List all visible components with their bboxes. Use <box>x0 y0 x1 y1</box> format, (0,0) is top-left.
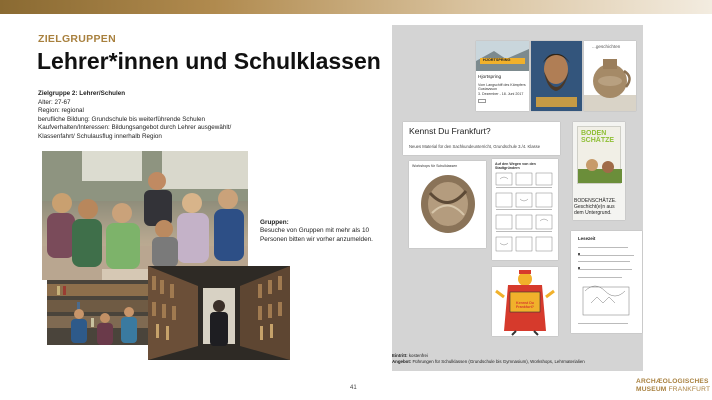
workshops-page <box>409 161 486 248</box>
target-group-profile <box>38 90 288 142</box>
library-photo <box>47 280 148 345</box>
kennst-badge-line: Kennst Du <box>516 301 534 305</box>
groups-text: Besuche von Gruppen mit mehr als 10 Personen bitten wir vorher anzumelden. <box>260 227 373 243</box>
flyer-button-icon <box>478 99 486 103</box>
profile-heading: Zielgruppe 2: Lehrer/Schulen <box>38 90 126 97</box>
eintritt-value: kostenfrei <box>408 353 428 358</box>
badge-line: BODEN <box>581 130 607 137</box>
groups-note <box>260 219 385 244</box>
offer-info <box>392 353 585 365</box>
angebot-value: Führungen für Schulklassen (Grundschule bis Gymnasium), Workshops, Lehrmaterialien <box>412 359 585 364</box>
section-kicker: ZIELGRUPPEN <box>38 33 116 45</box>
geschichten-label: ...geschichten <box>592 44 621 49</box>
logo-line1: ARCHÆOLOGISCHES <box>636 378 709 385</box>
hjortspring-flyer <box>476 41 529 111</box>
eintritt-label: Eintritt: <box>392 353 408 358</box>
exhibition-poster <box>531 41 582 111</box>
kennst-badge-text <box>509 301 541 309</box>
page-number: 41 <box>350 385 357 391</box>
jug-flyer <box>584 41 636 111</box>
lesezeit-sheet <box>571 231 642 333</box>
kennst-subtitle: Neues Material für den Sachkundeunterricht, Grundschule 3./4. Klasse <box>409 144 541 149</box>
profile-line: berufliche Bildung: Grundschule bis weiterführende Schulen <box>38 115 205 123</box>
worksheet-title: Auf den Wegen von den Stadtgründern <box>495 162 536 171</box>
bodenschaetze-card <box>573 122 625 220</box>
profile-line: Region: regional <box>38 107 84 115</box>
bodenschaetze-caption: BODENSCHÄTZE. Geschicht(e)n aus dem Untergrund. <box>574 198 617 216</box>
hjortspring-badge: HJORTSPRING <box>483 58 511 62</box>
worksheet-page <box>492 159 558 260</box>
bodenschaetze-cover <box>577 126 621 184</box>
classroom-photo <box>42 151 248 280</box>
lesezeit-title: Lesezeit <box>578 236 596 241</box>
badge-line: SCHÄTZE <box>581 137 615 144</box>
profile-line: Kaufverhalten/Interessen: Bildungsangebot durch Lehrer ausgewählt/ <box>38 124 232 132</box>
page-title: Lehrer*innen und Schulklassen <box>37 48 381 74</box>
groups-heading: Gruppen: <box>260 219 289 226</box>
logo-line2 <box>636 386 710 394</box>
logo-frankfurt: FRANKFURT <box>668 385 711 393</box>
angebot-label: Angebot: <box>392 359 412 364</box>
angebot-line <box>392 359 585 365</box>
museum-logo <box>636 378 710 394</box>
kennst-du-frankfurt-card <box>403 122 560 155</box>
library-aisle-photo <box>148 266 290 360</box>
profile-line: Klassenfahrt/ Schulausflug innerhalb Region <box>38 132 162 140</box>
hjortspring-title: Hjortspring <box>478 75 502 80</box>
kennst-badge-card <box>492 267 558 336</box>
profile-line: Alter: 27-67 <box>38 98 71 106</box>
logo-museum: MUSEUM <box>636 385 667 393</box>
hjortspring-desc: Vom Langschiff des Kämpfers Gustavsson <box>478 83 526 92</box>
kennst-title: Kennst Du Frankfurt? <box>409 126 491 136</box>
bodenschaetze-badge <box>581 130 614 144</box>
hjortspring-date: 3. Dezember - 18. Juni 2017 <box>478 92 524 96</box>
top-gradient-bar <box>0 0 712 14</box>
workshops-label: Workshops für Schulklassen <box>412 164 458 168</box>
kennst-badge-line: Frankfurt? <box>516 305 534 309</box>
